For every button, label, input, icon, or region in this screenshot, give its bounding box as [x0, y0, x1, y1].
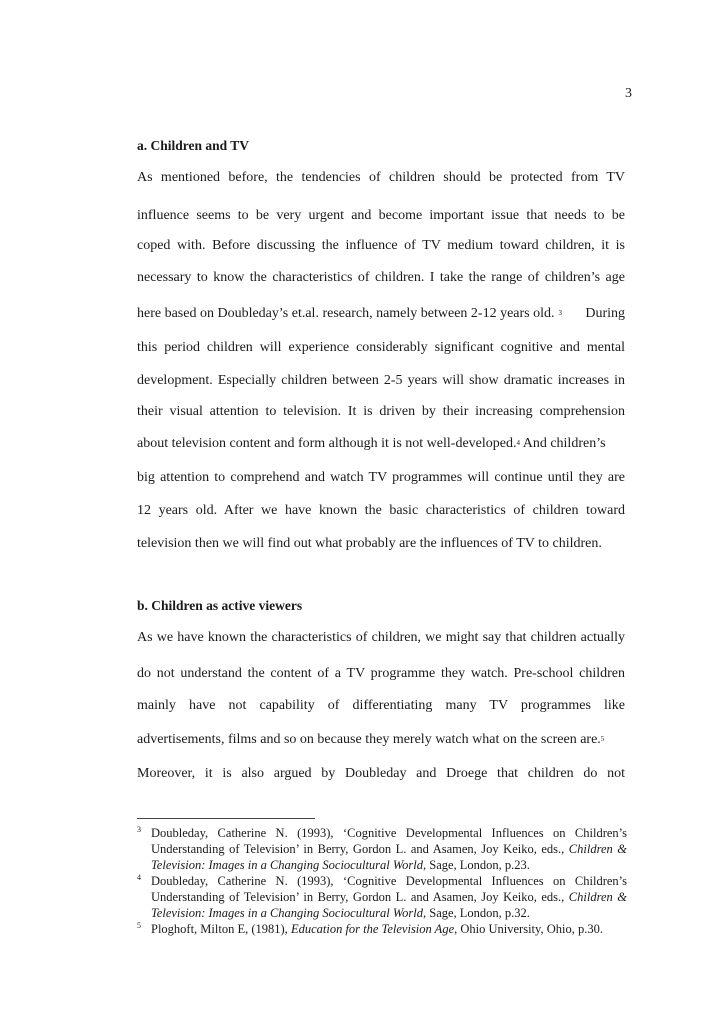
- paragraph-line: [137, 435, 625, 453]
- paragraph-line: television then we will find out what probably are the influences of TV to children.: [137, 536, 602, 551]
- footnote-text: [151, 841, 627, 857]
- section-a-heading: a. Children and TV: [137, 138, 250, 153]
- footnote-4-line: [137, 889, 627, 905]
- footnote-text: [151, 905, 627, 921]
- paragraph-line: mainly have not capability of differentiating many TV programmes like: [137, 698, 625, 713]
- paragraph-line: this period children will experience considerably significant cognitive and mental: [137, 340, 625, 355]
- footnote-title: Television: Images in a Changing Sociocultural World: [151, 858, 423, 872]
- line-text: about television content and form although it is not well-developed.: [137, 436, 517, 451]
- footnote-segment: , Sage, London, p.23.: [423, 858, 530, 872]
- footnote-5: [137, 921, 627, 937]
- paragraph-line: [137, 305, 625, 323]
- footnote-4-line: [137, 905, 627, 921]
- footnote-segment: Understanding of Television’ in Berry, Gordon L. and Asamen, Joy Keiko, eds.,: [151, 842, 565, 856]
- paragraph-line: their visual attention to television. It is driven by their increasing comprehension: [137, 404, 625, 419]
- footnote-number: 5: [137, 921, 141, 930]
- section-b-heading: b. Children as active viewers: [137, 598, 303, 613]
- paragraph-line: big attention to comprehend and watch TV programmes will continue until they are: [137, 470, 625, 485]
- footnote-title: Television: Images in a Changing Sociocultural World: [151, 906, 423, 920]
- footnote-title: Children &: [568, 890, 627, 904]
- footnote-3-line: [137, 857, 627, 873]
- footnote-title: Children &: [568, 842, 627, 856]
- footnote-3: [137, 825, 627, 841]
- footnote-text: [151, 921, 627, 937]
- footnote-text: Doubleday, Catherine N. (1993), ‘Cognitive Developmental Influences on Children’s: [151, 826, 627, 840]
- paragraph-line: [137, 731, 625, 749]
- line-text: advertisements, films and so on because they merely watch what on the screen are.: [137, 732, 601, 747]
- line-text: And children’s: [519, 436, 606, 451]
- footnote-segment: Understanding of Television’ in Berry, Gordon L. and Asamen, Joy Keiko, eds.,: [151, 890, 565, 904]
- line-text: here based on Doubleday’s et.al. research, namely between 2-12 years old.: [137, 306, 555, 321]
- paragraph-line: 12 years old. After we have known the basic characteristics of children toward: [137, 503, 625, 518]
- footnote-divider: [137, 818, 315, 819]
- paragraph-line: do not understand the content of a TV programme they watch. Pre-school children: [137, 666, 625, 681]
- footnote-number: 4: [137, 873, 141, 882]
- footnote-4: [137, 873, 627, 889]
- footnote-ref-3[interactable]: 3: [558, 309, 563, 317]
- footnote-text: Doubleday, Catherine N. (1993), ‘Cognitive Developmental Influences on Children’s: [151, 874, 627, 888]
- paragraph-line: Moreover, it is also argued by Doubleday and Droege that children do not: [137, 766, 625, 781]
- footnote-ref-5[interactable]: 5: [600, 735, 605, 743]
- footnote-text: [151, 857, 627, 873]
- footnote-text: [151, 889, 627, 905]
- paragraph-line: necessary to know the characteristics of children. I take the range of children’s age: [137, 270, 625, 285]
- footnote-ref-4[interactable]: 4: [516, 439, 520, 447]
- paragraph-line: As mentioned before, the tendencies of children should be protected from TV: [137, 170, 625, 185]
- footnote-segment: Ploghoft, Milton E, (1981),: [151, 922, 288, 936]
- page-number: 3: [625, 86, 632, 101]
- footnote-segment: , Ohio University, Ohio, p.30.: [454, 922, 603, 936]
- paragraph-line: coped with. Before discussing the influence of TV medium toward children, it is: [137, 238, 625, 253]
- footnote-title: Education for the Television Age: [290, 922, 455, 936]
- line-text: During: [585, 306, 625, 321]
- paragraph-line: development. Especially children between 2-5 years will show dramatic increases in: [137, 373, 625, 388]
- footnote-segment: , Sage, London, p.32.: [423, 906, 530, 920]
- footnote-3-line: [137, 841, 627, 857]
- paragraph-line: influence seems to be very urgent and become important issue that needs to be: [137, 208, 625, 223]
- paragraph-line: As we have known the characteristics of children, we might say that children actually: [137, 630, 625, 645]
- footnote-number: 3: [137, 825, 141, 834]
